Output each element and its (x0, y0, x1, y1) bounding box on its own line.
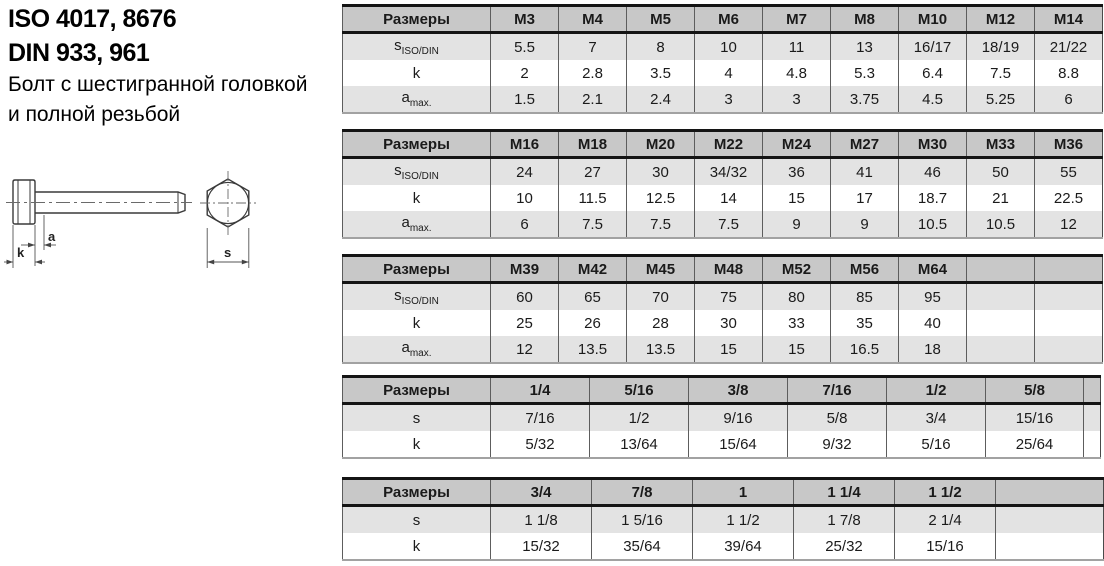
value-cell: 16.5 (831, 336, 899, 363)
row-label-base: k (412, 314, 421, 332)
sizes-header-cell: Размеры (343, 377, 491, 404)
size-header-cell: 3/4 (491, 479, 592, 506)
value-cell: 15/64 (689, 431, 788, 458)
size-header-cell: M52 (763, 256, 831, 283)
value-cell: 7.5 (967, 60, 1035, 86)
value-cell: 41 (831, 158, 899, 186)
value-cell: 7.5 (695, 211, 763, 238)
value-cell: 12 (491, 336, 559, 363)
value-cell: 15/16 (895, 533, 996, 560)
value-cell: 39/64 (693, 533, 794, 560)
standard-iso-title: ISO 4017, 8676 (8, 5, 177, 33)
value-cell (967, 336, 1035, 363)
row-label-cell (343, 33, 491, 61)
table-row-k (343, 310, 1103, 336)
value-cell: 1 7/8 (794, 506, 895, 534)
value-cell (1035, 336, 1103, 363)
size-header-cell: 1/4 (491, 377, 590, 404)
dimension-tables-area (342, 0, 1104, 566)
table-row-s (343, 506, 1104, 534)
value-cell: 1/2 (590, 404, 689, 432)
size-header-cell: M24 (763, 131, 831, 158)
row-label-subscript: ISO/DIN (401, 46, 439, 57)
size-header-cell: M20 (627, 131, 695, 158)
value-cell: 18.7 (899, 185, 967, 211)
value-cell: 15 (763, 185, 831, 211)
size-header-cell: M22 (695, 131, 763, 158)
table-header-row (343, 131, 1103, 158)
size-header-cell: M45 (627, 256, 695, 283)
table-row-s (343, 158, 1103, 186)
row-label-base: k (412, 189, 421, 207)
value-cell: 13 (831, 33, 899, 61)
table-row-s (343, 404, 1101, 432)
value-cell: 14 (695, 185, 763, 211)
size-header-cell: M36 (1035, 131, 1103, 158)
value-cell: 3/4 (887, 404, 986, 432)
row-label-base: s (412, 511, 421, 529)
value-cell: 50 (967, 158, 1035, 186)
table-header-row (343, 479, 1104, 506)
value-cell: 21/22 (1035, 33, 1103, 61)
size-header-cell: M27 (831, 131, 899, 158)
value-cell: 16/17 (899, 33, 967, 61)
value-cell: 3 (763, 86, 831, 113)
value-cell: 7 (559, 33, 627, 61)
table-row-a (343, 211, 1103, 238)
size-header-cell: 7/16 (788, 377, 887, 404)
dim-s-arrow-left (207, 260, 214, 265)
dim-label-a: a (48, 229, 56, 244)
value-cell: 5/8 (788, 404, 887, 432)
value-cell: 70 (627, 283, 695, 311)
row-label-base: a (401, 214, 410, 231)
row-label-cell (343, 431, 491, 458)
value-cell (967, 283, 1035, 311)
value-cell: 10.5 (967, 211, 1035, 238)
dimension-table-imperial-sizes-3-4-to-1-1-2 (342, 477, 1104, 561)
value-cell: 11 (763, 33, 831, 61)
size-header-cell: M18 (559, 131, 627, 158)
value-cell: 12.5 (627, 185, 695, 211)
value-cell: 95 (899, 283, 967, 311)
value-cell (996, 506, 1104, 534)
value-cell: 2 1/4 (895, 506, 996, 534)
value-cell: 22.5 (1035, 185, 1103, 211)
value-cell (996, 533, 1104, 560)
row-label-base: k (412, 64, 421, 82)
value-cell: 6.4 (899, 60, 967, 86)
value-cell: 15 (695, 336, 763, 363)
value-cell: 7/16 (491, 404, 590, 432)
dim-label-s: s (224, 245, 232, 260)
value-cell: 8.8 (1035, 60, 1103, 86)
size-header-cell: M3 (491, 6, 559, 33)
row-label-cell (343, 336, 491, 363)
dim-a-arrow-right (28, 243, 35, 248)
size-header-cell: M12 (967, 6, 1035, 33)
value-cell: 10.5 (899, 211, 967, 238)
value-cell: 5.25 (967, 86, 1035, 113)
size-header-cell (1035, 256, 1103, 283)
sizes-header-cell: Размеры (343, 131, 491, 158)
table-header-row (343, 377, 1101, 404)
row-label-base: k (412, 537, 421, 555)
size-header-cell (1084, 377, 1101, 404)
row-label-base: a (401, 339, 410, 356)
value-cell: 34/32 (695, 158, 763, 186)
row-label-cell (343, 185, 491, 211)
value-cell: 13.5 (627, 336, 695, 363)
row-label-base: a (401, 89, 410, 106)
sizes-header-cell: Размеры (343, 256, 491, 283)
row-label-cell (343, 60, 491, 86)
value-cell: 30 (695, 310, 763, 336)
value-cell: 7.5 (559, 211, 627, 238)
value-cell: 8 (627, 33, 695, 61)
value-cell: 12 (1035, 211, 1103, 238)
value-cell: 5.3 (831, 60, 899, 86)
size-header-cell: 1 1/4 (794, 479, 895, 506)
value-cell: 1 5/16 (592, 506, 693, 534)
size-header-cell: M64 (899, 256, 967, 283)
table-row-k (343, 185, 1103, 211)
dimension-table-metric-sizes-m16-m36 (342, 129, 1103, 239)
value-cell: 46 (899, 158, 967, 186)
value-cell: 10 (695, 33, 763, 61)
value-cell: 3.75 (831, 86, 899, 113)
value-cell (1035, 283, 1103, 311)
value-cell: 30 (627, 158, 695, 186)
size-header-cell: 1 (693, 479, 794, 506)
row-label-subscript: max. (409, 348, 432, 359)
value-cell: 18 (899, 336, 967, 363)
value-cell: 11.5 (559, 185, 627, 211)
value-cell: 13.5 (559, 336, 627, 363)
size-header-cell: M33 (967, 131, 1035, 158)
size-header-cell: M39 (491, 256, 559, 283)
value-cell: 5.5 (491, 33, 559, 61)
value-cell (1035, 310, 1103, 336)
value-cell: 24 (491, 158, 559, 186)
value-cell: 15/16 (986, 404, 1084, 432)
dimension-table-imperial-sizes-quarter-to-5-8 (342, 375, 1101, 459)
sizes-header-cell: Размеры (343, 6, 491, 33)
size-header-cell: M30 (899, 131, 967, 158)
row-label-base: s (394, 37, 402, 54)
row-label-base: s (394, 287, 402, 304)
table-header-row (343, 256, 1103, 283)
value-cell: 25 (491, 310, 559, 336)
value-cell: 55 (1035, 158, 1103, 186)
size-header-cell: M14 (1035, 6, 1103, 33)
table-row-s (343, 283, 1103, 311)
value-cell: 5/32 (491, 431, 590, 458)
value-cell: 15 (763, 336, 831, 363)
table-row-a (343, 86, 1103, 113)
size-header-cell: M10 (899, 6, 967, 33)
row-label-cell (343, 404, 491, 432)
value-cell: 35 (831, 310, 899, 336)
bolt-side-view (13, 180, 185, 224)
row-label-subscript: max. (409, 223, 432, 234)
dim-s-arrow-right (242, 260, 249, 265)
value-cell: 27 (559, 158, 627, 186)
row-label-cell (343, 283, 491, 311)
value-cell: 35/64 (592, 533, 693, 560)
table-row-k (343, 533, 1104, 560)
size-header-cell: M6 (695, 6, 763, 33)
value-cell: 9 (763, 211, 831, 238)
size-header-cell: M4 (559, 6, 627, 33)
value-cell: 80 (763, 283, 831, 311)
size-header-cell: 1/2 (887, 377, 986, 404)
dim-k-arrow-left (35, 260, 42, 265)
table-row-s (343, 33, 1103, 61)
value-cell: 15/32 (491, 533, 592, 560)
value-cell: 2.1 (559, 86, 627, 113)
size-header-cell: M42 (559, 256, 627, 283)
size-header-cell: M48 (695, 256, 763, 283)
size-header-cell: M8 (831, 6, 899, 33)
end-view-centerlines (200, 171, 256, 235)
value-cell: 36 (763, 158, 831, 186)
size-header-cell: 5/8 (986, 377, 1084, 404)
size-header-cell: 5/16 (590, 377, 689, 404)
bolt-technical-drawing (4, 166, 274, 281)
size-header-cell: M7 (763, 6, 831, 33)
dimension-table-metric-sizes-m39-m64 (342, 254, 1103, 364)
value-cell: 1.5 (491, 86, 559, 113)
row-label-base: s (412, 409, 421, 427)
row-label-subscript: ISO/DIN (401, 296, 439, 307)
value-cell: 25/32 (794, 533, 895, 560)
row-label-cell (343, 310, 491, 336)
value-cell (967, 310, 1035, 336)
value-cell: 13/64 (590, 431, 689, 458)
row-label-cell (343, 158, 491, 186)
size-header-cell (967, 256, 1035, 283)
dim-k-arrow-right (7, 260, 14, 265)
size-header-cell: 3/8 (689, 377, 788, 404)
row-label-subscript: max. (409, 98, 432, 109)
value-cell: 7.5 (627, 211, 695, 238)
description-line-1: Болт с шестигранной головкой (8, 73, 308, 96)
value-cell: 2.4 (627, 86, 695, 113)
value-cell: 10 (491, 185, 559, 211)
value-cell: 1 1/8 (491, 506, 592, 534)
size-header-cell (996, 479, 1104, 506)
value-cell: 4.8 (763, 60, 831, 86)
table-row-k (343, 431, 1101, 458)
value-cell: 5/16 (887, 431, 986, 458)
value-cell: 9/16 (689, 404, 788, 432)
value-cell: 28 (627, 310, 695, 336)
table-header-row (343, 6, 1103, 33)
value-cell: 9/32 (788, 431, 887, 458)
value-cell: 60 (491, 283, 559, 311)
row-label-cell (343, 86, 491, 113)
value-cell: 9 (831, 211, 899, 238)
value-cell: 26 (559, 310, 627, 336)
value-cell: 18/19 (967, 33, 1035, 61)
size-header-cell: M56 (831, 256, 899, 283)
value-cell: 17 (831, 185, 899, 211)
sizes-header-cell: Размеры (343, 479, 491, 506)
value-cell: 25/64 (986, 431, 1084, 458)
value-cell: 40 (899, 310, 967, 336)
value-cell: 85 (831, 283, 899, 311)
value-cell: 3 (695, 86, 763, 113)
row-label-base: k (412, 435, 421, 453)
dim-label-k: k (17, 245, 25, 260)
size-header-cell: M16 (491, 131, 559, 158)
row-label-cell (343, 533, 491, 560)
dimension-table-metric-sizes-m3-m14 (342, 4, 1103, 114)
value-cell: 75 (695, 283, 763, 311)
row-label-subscript: ISO/DIN (401, 171, 439, 182)
value-cell: 33 (763, 310, 831, 336)
value-cell: 6 (1035, 86, 1103, 113)
value-cell: 1 1/2 (693, 506, 794, 534)
row-label-cell (343, 506, 491, 534)
table-row-k (343, 60, 1103, 86)
value-cell: 65 (559, 283, 627, 311)
value-cell: 21 (967, 185, 1035, 211)
standard-din-title: DIN 933, 961 (8, 39, 150, 67)
table-row-a (343, 336, 1103, 363)
value-cell: 2 (491, 60, 559, 86)
value-cell: 4 (695, 60, 763, 86)
title-block (8, 2, 307, 130)
row-label-cell (343, 211, 491, 238)
size-header-cell: 7/8 (592, 479, 693, 506)
row-label-base: s (394, 162, 402, 179)
value-cell (1084, 404, 1101, 432)
value-cell: 2.8 (559, 60, 627, 86)
size-header-cell: 1 1/2 (895, 479, 996, 506)
description-line-2: и полной резьбой (8, 103, 181, 126)
value-cell: 4.5 (899, 86, 967, 113)
size-header-cell: M5 (627, 6, 695, 33)
value-cell (1084, 431, 1101, 458)
value-cell: 6 (491, 211, 559, 238)
value-cell: 3.5 (627, 60, 695, 86)
